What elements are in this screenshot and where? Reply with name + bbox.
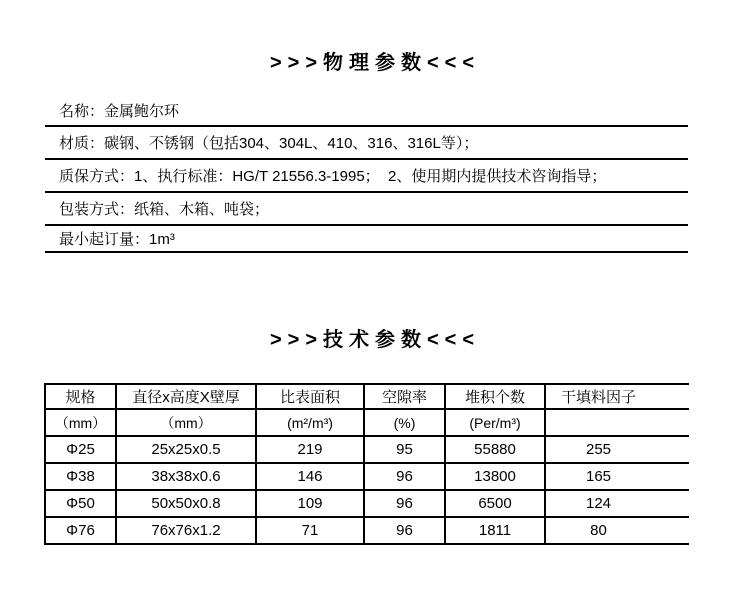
spec-cell: 13800: [445, 463, 545, 490]
header-cell-stack-count: 堆积个数: [445, 384, 545, 409]
spec-cell: 255: [545, 436, 689, 463]
table-row: [45, 490, 689, 517]
spec-cell: 71: [256, 517, 364, 544]
unit-cell: (Per/m³): [445, 409, 545, 436]
table-row: [45, 463, 689, 490]
param-row-name: [45, 95, 688, 127]
spec-cell: 95: [364, 436, 445, 463]
spec-cell: Φ25: [45, 436, 116, 463]
spec-cell: 96: [364, 517, 445, 544]
unit-cell: (%): [364, 409, 445, 436]
header-cell-spec: 规格: [45, 384, 116, 409]
spec-cell: 109: [256, 490, 364, 517]
param-text-name: 名称：金属鲍尔环: [59, 102, 180, 120]
param-row-packaging: [45, 193, 688, 226]
spec-cell: 50x50x0.8: [116, 490, 256, 517]
table-header-row: [45, 384, 689, 409]
param-text-material: 材质：碳钢、不锈钢（包括304、304L、410、316、316L等）；: [59, 135, 479, 152]
table-row: [45, 436, 689, 463]
technical-params-table: [44, 383, 689, 545]
technical-params-title: >>>技术参数<<<: [269, 329, 481, 351]
table-units-row: [45, 409, 689, 436]
table-row: [45, 517, 689, 544]
spec-cell: 124: [545, 490, 689, 517]
spec-cell: 55880: [445, 436, 545, 463]
physical-params-list: [45, 95, 688, 253]
spec-cell: 25x25x0.5: [116, 436, 256, 463]
param-row-moq: [45, 226, 688, 253]
header-cell-void-rate: 空隙率: [364, 384, 445, 409]
header-cell-dimensions: 直径x高度X壁厚: [116, 384, 256, 409]
spec-cell: Φ50: [45, 490, 116, 517]
unit-cell: (m²/m³): [256, 409, 364, 436]
param-text-packaging: 包装方式：纸箱、木箱、吨袋；: [59, 201, 270, 218]
param-text-moq: 最小起订量：1m³: [59, 231, 175, 248]
spec-cell: 38x38x0.6: [116, 463, 256, 490]
param-text-warranty: 质保方式：1、执行标准：HG/T 21556.3-1995； 2、使用期内提供技术咨询指导；: [59, 168, 607, 185]
spec-cell: 146: [256, 463, 364, 490]
spec-cell: Φ76: [45, 517, 116, 544]
spec-cell: 96: [364, 463, 445, 490]
spec-cell: Φ38: [45, 463, 116, 490]
header-cell-surface-area: 比表面积: [256, 384, 364, 409]
param-row-material: [45, 127, 688, 160]
param-row-warranty: [45, 160, 688, 193]
spec-cell: 165: [545, 463, 689, 490]
unit-cell: [545, 409, 689, 436]
spec-cell: 219: [256, 436, 364, 463]
header-cell-packing-factor: 干填料因子: [545, 384, 689, 409]
spec-cell: 6500: [445, 490, 545, 517]
spec-cell: 76x76x1.2: [116, 517, 256, 544]
unit-cell: （mm）: [116, 409, 256, 436]
spec-cell: 96: [364, 490, 445, 517]
unit-cell: （mm）: [45, 409, 116, 436]
spec-cell: 1811: [445, 517, 545, 544]
physical-params-title: >>>物理参数<<<: [269, 52, 481, 74]
spec-cell: 80: [545, 517, 689, 544]
